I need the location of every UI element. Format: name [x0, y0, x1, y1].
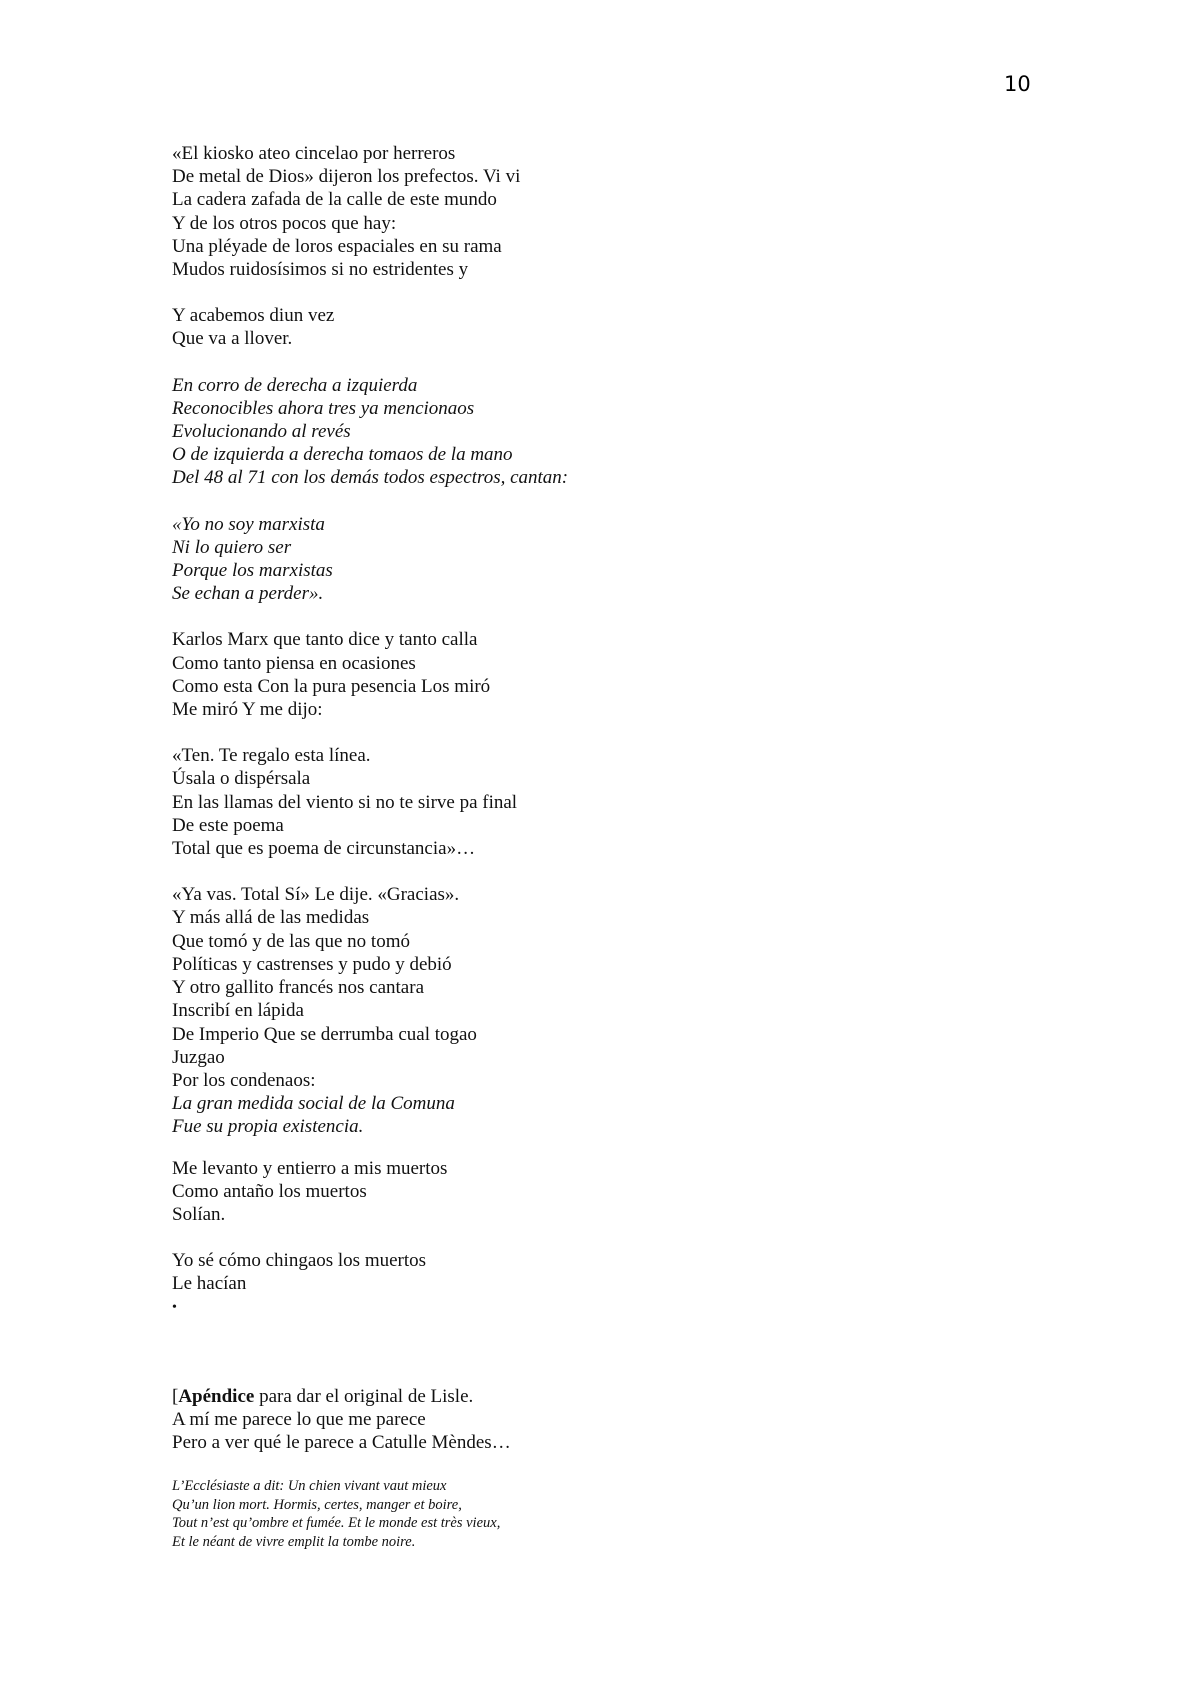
stanza-3 [172, 374, 1072, 490]
poem-line: En corro de derecha a izquierda [172, 374, 418, 396]
stanza-1 [172, 142, 1072, 281]
quote-line: L’Ecclésiaste a dit: Un chien vivant vaut mieux [172, 1478, 447, 1494]
appendix [172, 1385, 1072, 1455]
poem-line: Karlos Marx que tanto dice y tanto calla [172, 629, 478, 651]
poem-line: La gran medida social de la Comuna [172, 1093, 455, 1115]
poem-line: Por los condenaos: [172, 1069, 316, 1091]
poem-line: Me levanto y entierro a mis muertos [172, 1157, 448, 1179]
poem-line: Solían. [172, 1203, 226, 1225]
french-quote [172, 1477, 1072, 1551]
appendix-line-rest: para dar el original de Lisle. [254, 1386, 474, 1407]
stanza-6 [172, 744, 1072, 860]
poem-line: Inscribí en lápida [172, 1000, 304, 1022]
quote-line: Et le néant de vivre emplit la tombe noire. [172, 1533, 416, 1550]
poem-body [172, 142, 1072, 1320]
poem-line: Una pléyade de loros espaciales en su rama [172, 235, 502, 257]
poem-line: Juzgao [172, 1046, 225, 1068]
appendix-line [172, 1385, 1072, 1408]
stanza-2 [172, 304, 1072, 350]
poem-line: Y más allá de las medidas [172, 907, 370, 929]
poem-line: Le hacían [172, 1273, 247, 1295]
appendix-heading: Apéndice [178, 1386, 255, 1407]
poem-line: «Ya vas. Total Sí» Le dije. «Gracias». [172, 884, 460, 906]
poem-line: Como tanto piensa en ocasiones [172, 652, 416, 674]
page-number: 10 [1004, 72, 1031, 96]
poem-line: Total que es poema de circunstancia»… [172, 838, 476, 860]
poem-line: Del 48 al 71 con los demás todos espectros, cantan: [172, 467, 569, 489]
poem-line: Que tomó y de las que no tomó [172, 930, 410, 952]
poem-line: En las llamas del viento si no te sirve pa final [172, 791, 518, 813]
poem-line: Como antaño los muertos [172, 1180, 367, 1202]
poem-line: Políticas y castrenses y pudo y debió [172, 953, 452, 975]
poem-line: Fue su propia existencia. [172, 1116, 364, 1138]
poem-line: «Yo no soy marxista [172, 513, 325, 535]
bullet-mark: • [172, 1299, 177, 1315]
poem-line: Porque los marxistas [172, 560, 333, 582]
poem-line: De metal de Dios» dijeron los prefectos. Vi vi [172, 166, 521, 188]
poem-line: Úsala o dispérsala [172, 768, 311, 790]
poem-line: De este poema [172, 814, 284, 836]
poem-line: Y acabemos diun vez [172, 305, 335, 327]
stanza-5 [172, 628, 1072, 721]
quote-line: Qu’un lion mort. Hormis, certes, manger et boire, [172, 1496, 462, 1513]
poem-line: Y de los otros pocos que hay: [172, 212, 397, 234]
stanza-4 [172, 513, 1072, 606]
poem-line: Y otro gallito francés nos cantara [172, 977, 425, 999]
poem-line: Reconocibles ahora tres ya mencionaos [172, 397, 475, 419]
poem-line: Que va a llover. [172, 328, 293, 350]
poem-line: Ni lo quiero ser [172, 536, 292, 558]
open-bracket: [ [172, 1386, 179, 1407]
stanza-7 [172, 883, 1072, 1138]
poem-line: Se echan a perder». [172, 583, 324, 605]
poem-line: Como esta Con la pura pesencia Los miró [172, 675, 491, 697]
poem-line: De Imperio Que se derrumba cual togao [172, 1023, 477, 1045]
poem-line: O de izquierda a derecha tomaos de la mano [172, 444, 513, 466]
poem-line: La cadera zafada de la calle de este mundo [172, 189, 497, 211]
stanza-9 [172, 1249, 1072, 1319]
stanza-8 [172, 1157, 1072, 1227]
poem-line: Yo sé cómo chingaos los muertos [172, 1250, 427, 1272]
poem-line: «Ten. Te regalo esta línea. [172, 745, 371, 767]
appendix-line: A mí me parece lo que me parece [172, 1409, 426, 1431]
appendix-line: Pero a ver qué le parece a Catulle Mèndes… [172, 1432, 511, 1454]
quote-line: Tout n’est qu’ombre et fumée. Et le monde est très vieux, [172, 1515, 501, 1531]
poem-line: «El kiosko ateo cincelao por herreros [172, 143, 456, 164]
poem-line: Evolucionando al revés [172, 421, 351, 443]
poem-line: Mudos ruidosísimos si no estridentes y [172, 259, 469, 281]
poem-line: Me miró Y me dijo: [172, 699, 323, 721]
